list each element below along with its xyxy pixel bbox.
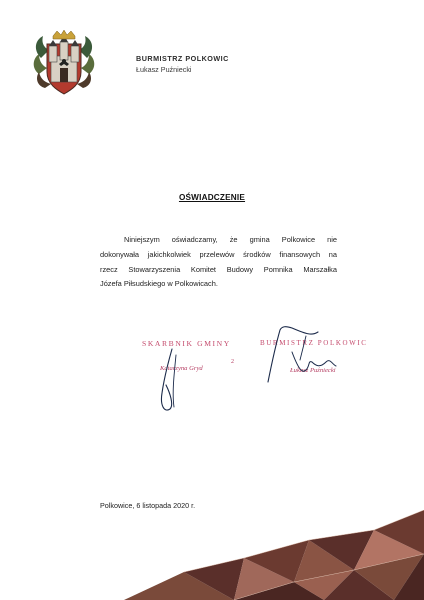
treasurer-stamp-name: Katarzyna Gryd [160,365,203,372]
office-header [136,54,229,74]
mayor-signature [262,322,372,392]
treasurer-stamp-title: SKARBNIK GMINY [142,339,231,348]
place-and-date: Polkowice, 6 listopada 2020 r. [100,501,196,510]
office-name: Łukasz Puźniecki [136,65,192,74]
document-title: OŚWIADCZENIE [178,193,246,202]
coat-of-arms-emblem [31,28,97,98]
body-line: dokonywała jakichkolwiek przelewów środków finansowych na [100,249,337,259]
decorative-polygon-band [124,510,424,600]
mayor-stamp-title: BURMISTRZ POLKOWIC [260,339,368,347]
body-line: Niniejszym oświadczamy, że gmina Polkowice nie [124,235,337,244]
treasurer-signature [150,345,230,420]
treasurer-stamp-mark: 2 [231,359,234,365]
body-line: rzecz Stowarzyszenia Komitet Budowy Pomnika Marszałka [100,264,337,274]
document-body [100,233,337,292]
office-title: BURMISTRZ POLKOWIC [136,54,229,63]
mayor-stamp-name: Łukasz Puźniecki [290,367,336,374]
body-line: Józefa Piłsudskiego w Polkowicach. [100,279,218,289]
